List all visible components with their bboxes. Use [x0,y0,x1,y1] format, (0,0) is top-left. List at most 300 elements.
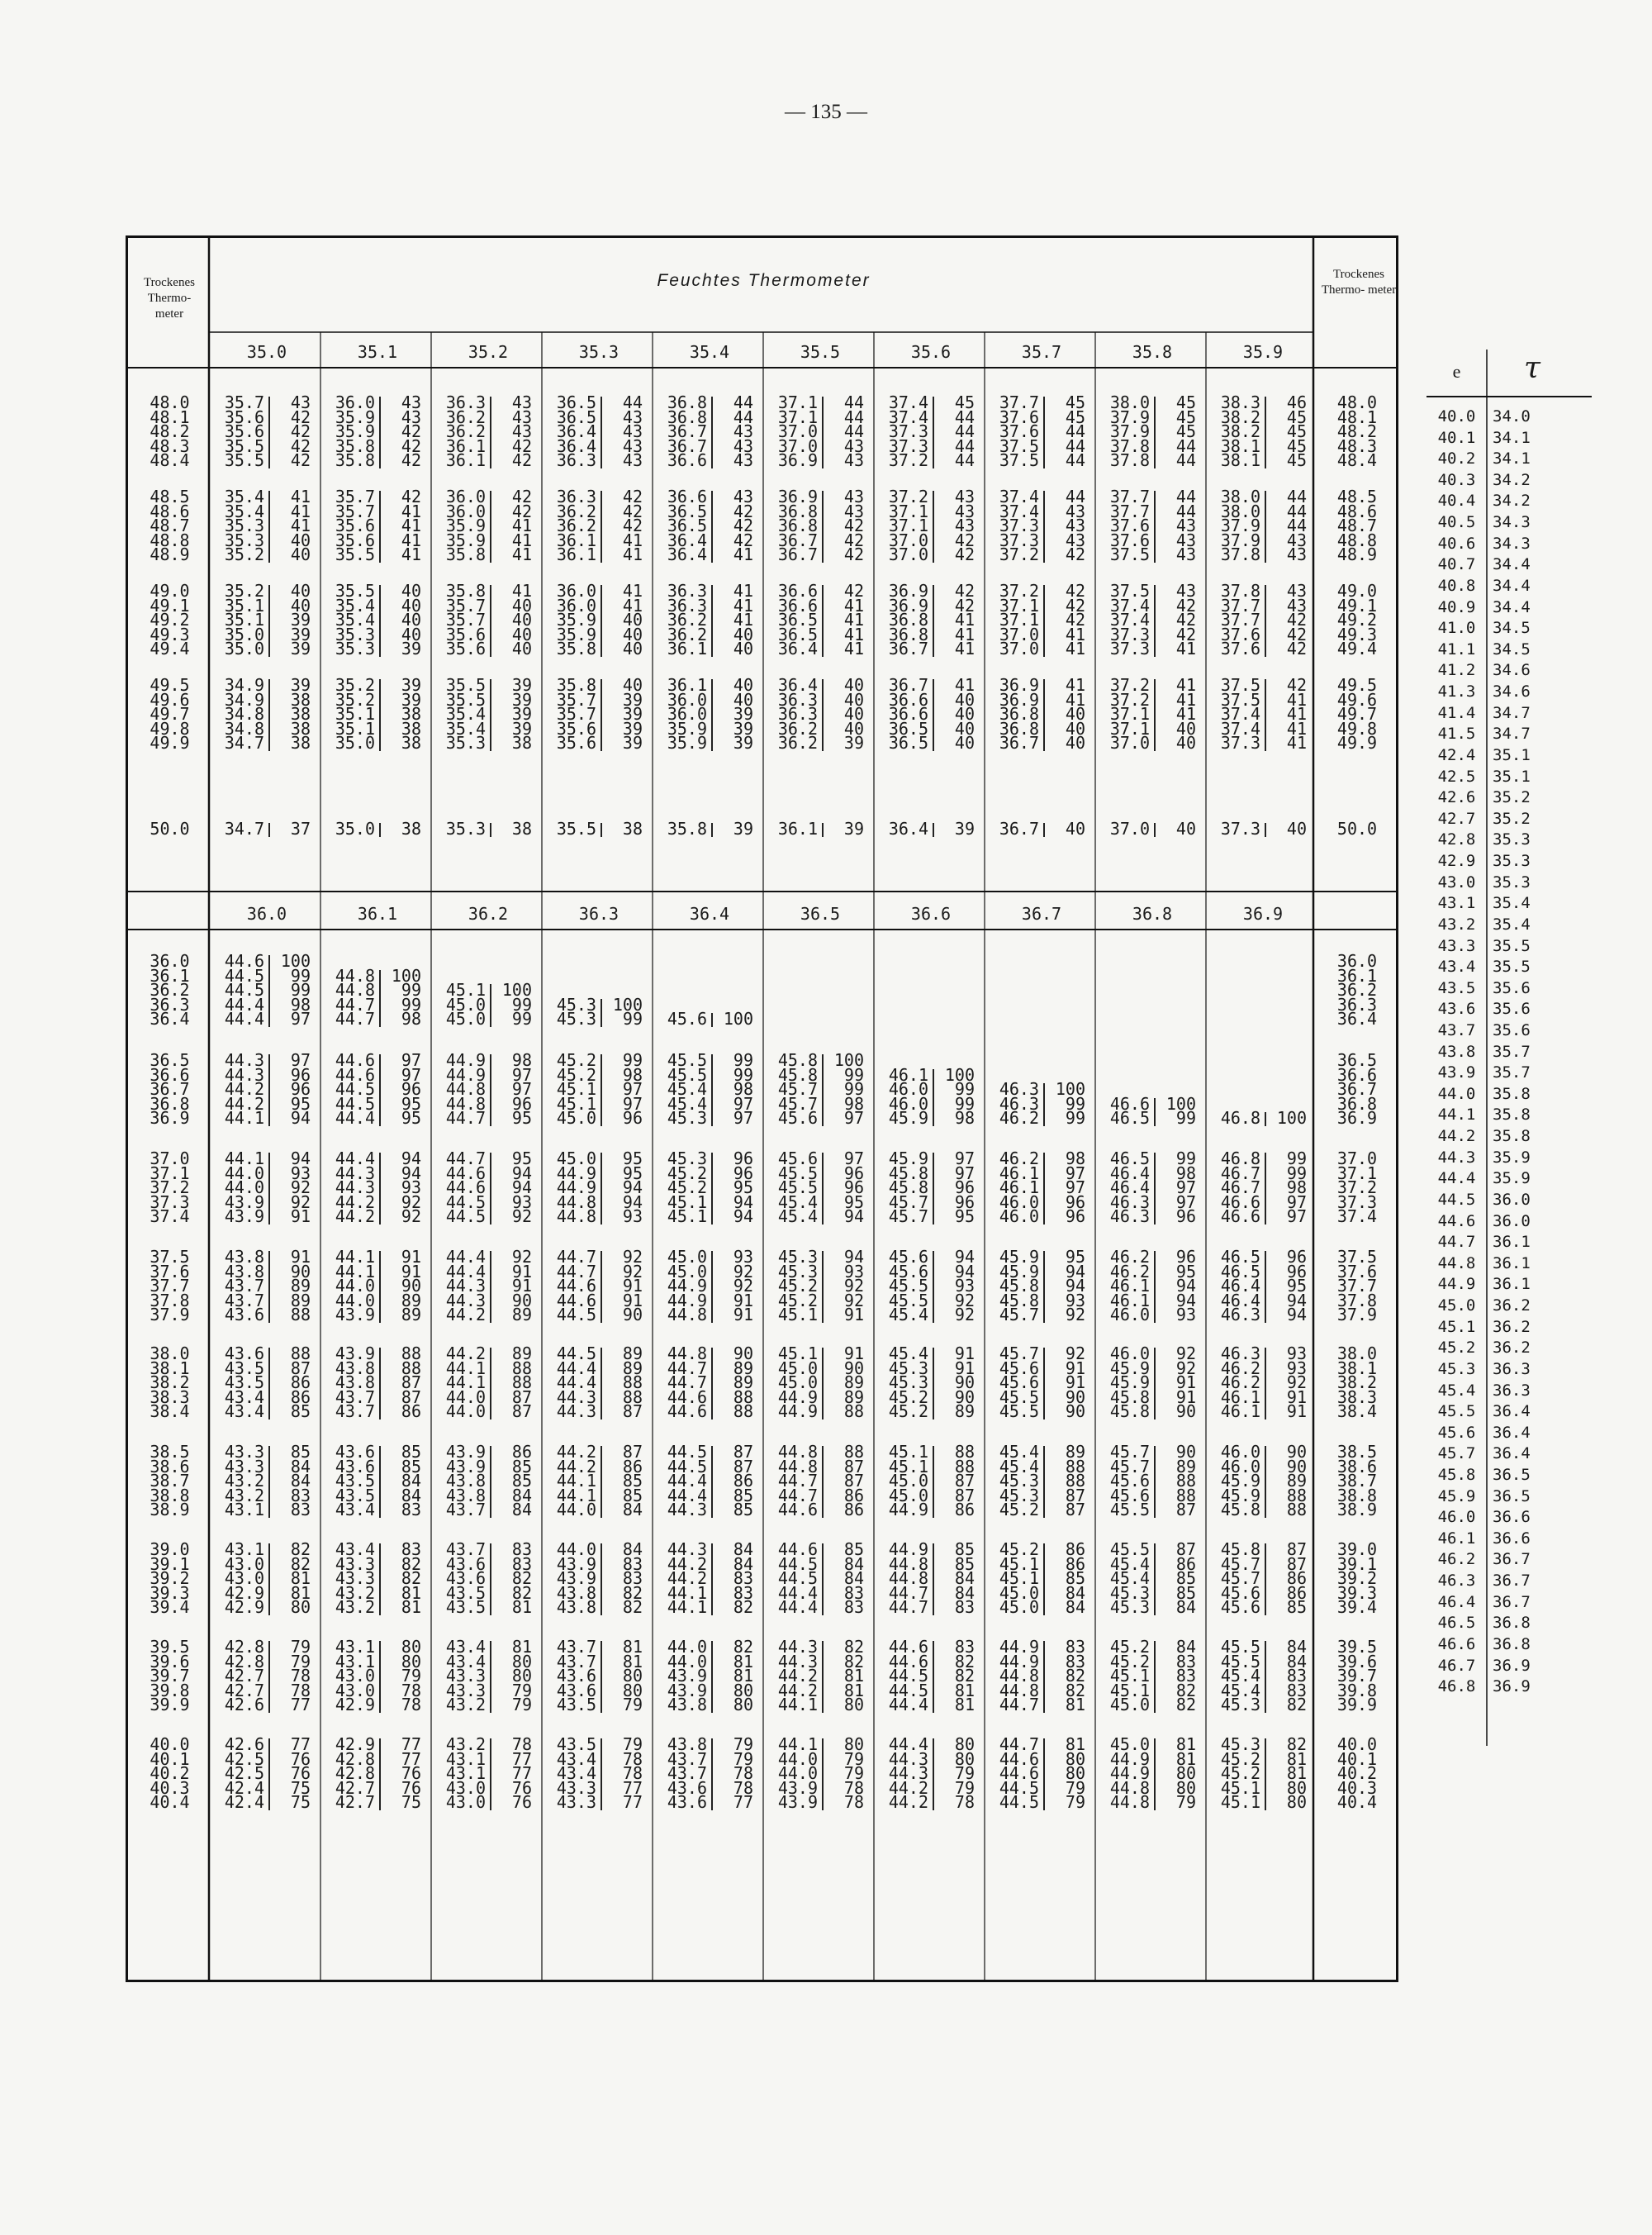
e-value: 46.0 [1437,1508,1476,1527]
cell-separator [1265,679,1266,751]
cell-separator [822,1153,824,1224]
e-value: 40.4 [1437,492,1476,511]
relative-humidity-value: 89 [843,1386,864,1407]
cell-separator [379,1543,381,1615]
relative-humidity-value: 79 [954,1763,975,1784]
relative-humidity-value: 41 [1175,675,1196,695]
relative-humidity-value: 81 [1065,1734,1085,1754]
tau-value: 34.4 [1493,555,1531,574]
relative-humidity-value: 42 [622,501,643,521]
relative-humidity-value: 78 [733,1777,753,1798]
dew-point-value: 35.4 [445,718,486,739]
dew-point-value: 45.7 [999,1305,1039,1325]
dew-point-value: 44.4 [335,1108,375,1129]
relative-humidity-value: 84 [511,1485,532,1505]
dew-point-value: 35.9 [667,733,707,754]
dew-point-value: 36.4 [667,530,707,550]
dew-point-value: 36.5 [667,516,707,536]
relative-humidity-value: 85 [622,1471,643,1491]
cell-separator [268,1446,270,1518]
e-value: 45.0 [1437,1296,1476,1315]
relative-humidity-value: 45 [1175,392,1196,412]
e-value: 45.8 [1437,1466,1476,1484]
dew-point-value: 35.3 [335,639,375,659]
cell-separator [711,1054,713,1126]
dew-point-value: 44.4 [667,1485,707,1505]
cell-separator [1043,491,1045,563]
dew-point-value: 36.5 [556,392,596,412]
dew-point-value: 43.8 [556,1582,596,1603]
dew-point-value: 36.8 [667,392,707,412]
dew-point-value: 44.5 [888,1666,928,1686]
dew-point-value: 44.0 [777,1763,818,1784]
relative-humidity-value: 97 [733,1093,753,1114]
relative-humidity-value: 97 [1065,1163,1085,1183]
relative-humidity-value: 42 [1175,610,1196,630]
relative-humidity-value: 89 [290,1290,311,1310]
dew-point-value: 44.8 [777,1456,818,1477]
relative-humidity-value: 79 [290,1651,311,1671]
dew-point-value: 36.1 [445,450,486,471]
relative-humidity-value: 87 [1065,1500,1085,1520]
cell-separator [822,1054,824,1126]
relative-humidity-value: 84 [622,1500,643,1520]
relative-humidity-value: 83 [290,1485,311,1505]
relative-humidity-value: 81 [1175,1748,1196,1769]
relative-humidity-value: 42 [1065,595,1085,616]
dry-bulb-value-left: 39.2 [150,1568,190,1589]
relative-humidity-value: 88 [1286,1485,1307,1505]
tau-value: 36.4 [1493,1444,1531,1463]
dew-point-value: 44.0 [445,1386,486,1407]
relative-humidity-value: 77 [290,1734,311,1754]
dew-point-value: 44.3 [556,1401,596,1422]
cell-separator [268,1054,270,1126]
dry-bulb-value-left: 39.7 [150,1666,190,1686]
dry-bulb-value-right: 48.6 [1336,501,1378,521]
e-value: 42.5 [1437,767,1476,786]
dew-point-value: 36.8 [888,624,928,644]
relative-humidity-value: 98 [1286,1177,1307,1198]
relative-humidity-value: 100 [833,1050,864,1070]
dew-point-value: 44.2 [556,1442,596,1462]
dew-point-value: 37.1 [1109,718,1150,739]
relative-humidity-value: 84 [954,1582,975,1603]
dew-point-value: 43.2 [445,1695,486,1715]
dew-point-value: 37.5 [1220,675,1260,695]
dew-point-value: 46.2 [999,1148,1039,1168]
dew-point-value: 36.0 [556,581,596,601]
dew-point-value: 36.7 [888,675,928,695]
dew-point-value: 37.1 [999,610,1039,630]
dew-point-value: 35.1 [335,718,375,739]
dew-point-value: 44.3 [445,1290,486,1310]
tau-value: 34.2 [1493,492,1531,511]
dry-bulb-value-right: 37.5 [1336,1247,1378,1267]
dew-point-value: 37.0 [1109,819,1150,839]
relative-humidity-value: 43 [622,421,643,442]
dew-point-value: 45.5 [1109,1500,1150,1520]
relative-humidity-value: 92 [622,1261,643,1282]
relative-humidity-value: 81 [511,1637,532,1657]
dew-point-value: 45.2 [556,1064,596,1085]
dew-point-value: 37.0 [888,530,928,550]
dew-point-value: 44.0 [445,1401,486,1422]
relative-humidity-value: 82 [1286,1734,1307,1754]
cell-separator [933,1446,934,1518]
relative-humidity-value: 87 [401,1386,421,1407]
dew-point-value: 37.6 [1109,516,1150,536]
relative-humidity-value: 95 [1286,1276,1307,1296]
relative-humidity-value: 92 [733,1261,753,1282]
relative-humidity-value: 84 [290,1456,311,1477]
dew-point-value: 36.8 [999,704,1039,725]
dew-point-value: 43.7 [445,1500,486,1520]
dew-point-value: 35.2 [224,544,264,565]
relative-humidity-value: 43 [733,421,753,442]
relative-humidity-value: 41 [1065,639,1085,659]
dew-point-value: 35.0 [224,624,264,644]
relative-humidity-value: 75 [290,1792,311,1813]
e-value: 45.2 [1437,1339,1476,1358]
relative-humidity-value: 92 [954,1305,975,1325]
relative-humidity-value: 88 [622,1386,643,1407]
dew-point-value: 35.0 [335,819,375,839]
dew-point-value: 46.3 [999,1093,1039,1114]
relative-humidity-value: 96 [290,1064,311,1085]
e-value: 45.6 [1437,1423,1476,1442]
cell-separator [1265,1446,1266,1518]
cell-separator [601,1641,602,1713]
relative-humidity-value: 85 [511,1471,532,1491]
relative-humidity-value: 89 [733,1358,753,1378]
dew-point-value: 43.4 [335,1500,375,1520]
relative-humidity-value: 87 [1175,1539,1196,1559]
tau-value: 36.0 [1493,1211,1531,1230]
relative-humidity-value: 91 [290,1206,311,1227]
relative-humidity-value: 100 [280,951,311,971]
cell-separator [822,1543,824,1615]
relative-humidity-value: 86 [1175,1553,1196,1574]
dry-bulb-value-right: 36.3 [1336,994,1378,1015]
dew-point-value: 35.3 [224,530,264,550]
dew-point-value: 44.3 [445,1276,486,1296]
dew-point-value: 45.0 [556,1108,596,1129]
relative-humidity-value: 93 [1286,1343,1307,1363]
relative-humidity-value: 87 [954,1485,975,1505]
relative-humidity-value: 87 [1175,1500,1196,1520]
dew-point-value: 35.9 [556,624,596,644]
dew-point-value: 36.6 [777,581,818,601]
relative-humidity-value: 99 [733,1050,753,1070]
dew-point-value: 36.2 [445,421,486,442]
relative-humidity-value: 40 [954,733,975,754]
relative-humidity-value: 97 [954,1163,975,1183]
e-value: 44.3 [1437,1148,1476,1167]
relative-humidity-value: 46 [1286,392,1307,412]
dew-point-value: 36.0 [556,595,596,616]
dew-point-value: 44.5 [667,1456,707,1477]
dew-point-value: 44.1 [777,1695,818,1715]
relative-humidity-value: 44 [622,392,643,412]
dew-point-value: 44.4 [224,994,264,1015]
relative-humidity-value: 45 [1175,421,1196,442]
dew-point-value: 43.5 [445,1597,486,1618]
dew-point-value: 45.3 [888,1358,928,1378]
relative-humidity-value: 88 [1065,1471,1085,1491]
cell-separator [268,1641,270,1713]
relative-humidity-value: 88 [843,1401,864,1422]
dew-point-value: 45.7 [888,1191,928,1212]
dew-point-value: 44.5 [556,1343,596,1363]
dry-bulb-value-left: 49.4 [150,639,190,659]
dew-point-value: 44.5 [445,1191,486,1212]
relative-humidity-value: 82 [1175,1695,1196,1715]
relative-humidity-value: 42 [511,450,532,471]
cell-separator [1043,823,1045,837]
tau-value: 35.9 [1493,1148,1531,1167]
relative-humidity-value: 40 [1065,718,1085,739]
relative-humidity-value: 99 [843,1064,864,1085]
relative-humidity-value: 98 [954,1108,975,1129]
relative-humidity-value: 86 [1065,1539,1085,1559]
dry-bulb-value-left: 37.1 [150,1163,190,1183]
relative-humidity-value: 99 [511,994,532,1015]
cell-separator [711,397,713,468]
relative-humidity-value: 43 [1286,595,1307,616]
dew-point-value: 43.8 [335,1372,375,1393]
dew-point-value: 45.6 [999,1372,1039,1393]
dew-point-value: 44.7 [445,1108,486,1129]
dew-point-value: 45.4 [1220,1680,1260,1700]
dew-point-value: 43.8 [445,1485,486,1505]
relative-humidity-value: 88 [843,1442,864,1462]
dew-point-value: 46.8 [1220,1108,1260,1129]
dew-point-value: 43.9 [777,1792,818,1813]
cell-separator [822,397,824,468]
relative-humidity-value: 45 [1286,407,1307,427]
relative-humidity-value: 42 [1175,595,1196,616]
dry-bulb-value-left: 38.2 [150,1372,190,1393]
dry-bulb-value-left: 40.4 [150,1792,190,1813]
dew-point-value: 44.2 [667,1553,707,1574]
dew-point-value: 35.4 [224,487,264,506]
relative-humidity-value: 95 [290,1093,311,1114]
relative-humidity-value: 100 [501,980,532,1001]
dew-point-value: 45.5 [888,1276,928,1296]
cell-separator [268,1348,270,1419]
wet-bulb-column-label: 36.0 [246,904,287,924]
dry-bulb-value-left: 36.7 [150,1079,190,1100]
relative-humidity-value: 95 [1175,1261,1196,1282]
relative-humidity-value: 93 [401,1177,421,1198]
relative-humidity-value: 43 [511,407,532,427]
tau-value: 36.9 [1493,1656,1531,1675]
dew-point-value: 43.4 [445,1637,486,1657]
relative-humidity-value: 41 [622,544,643,565]
cell-separator [490,1153,491,1224]
relative-humidity-value: 77 [511,1748,532,1769]
dew-point-value: 45.9 [1109,1372,1150,1393]
relative-humidity-value: 40 [1065,704,1085,725]
relative-humidity-value: 77 [622,1792,643,1813]
dew-point-value: 46.1 [888,1064,928,1085]
relative-humidity-value: 80 [1286,1792,1307,1813]
relative-humidity-value: 97 [1286,1191,1307,1212]
dew-point-value: 35.9 [556,610,596,630]
relative-humidity-value: 42 [954,581,975,601]
relative-humidity-value: 39 [843,733,864,754]
dew-point-value: 37.0 [1109,733,1150,754]
relative-humidity-value: 39 [290,610,311,630]
relative-humidity-value: 77 [401,1748,421,1769]
dew-point-value: 46.1 [1220,1401,1260,1422]
cell-separator [933,1153,934,1224]
dry-bulb-value-right: 36.5 [1336,1050,1378,1070]
cell-separator [601,1446,602,1518]
dew-point-value: 44.5 [224,980,264,1001]
relative-humidity-value: 80 [733,1680,753,1700]
relative-humidity-value: 41 [1065,689,1085,710]
relative-humidity-value: 90 [1175,1442,1196,1462]
dew-point-value: 43.6 [667,1792,707,1813]
dew-point-value: 45.2 [777,1276,818,1296]
cell-separator [1265,1348,1266,1419]
dew-point-value: 45.6 [1109,1485,1150,1505]
cell-separator [490,1348,491,1419]
relative-humidity-value: 42 [954,595,975,616]
dry-bulb-value-right: 36.7 [1336,1079,1378,1100]
psychrometric-table [126,235,1398,1982]
dry-bulb-value-left: 36.2 [150,980,190,1001]
dry-bulb-value-left: 39.1 [150,1553,190,1574]
dew-point-value: 46.0 [999,1191,1039,1212]
dew-point-value: 44.7 [999,1734,1039,1754]
dew-point-value: 37.1 [1109,704,1150,725]
relative-humidity-value: 40 [1286,819,1307,839]
e-value: 46.6 [1437,1634,1476,1653]
relative-humidity-value: 85 [401,1442,421,1462]
relative-humidity-value: 96 [622,1108,643,1129]
dew-point-value: 46.4 [1109,1177,1150,1198]
dew-point-value: 44.2 [445,1343,486,1363]
relative-humidity-value: 43 [843,435,864,456]
relative-humidity-value: 92 [733,1276,753,1296]
dew-point-value: 45.3 [999,1471,1039,1491]
dew-point-value: 44.3 [335,1163,375,1183]
relative-humidity-value: 43 [1286,530,1307,550]
dry-bulb-value-right: 37.4 [1336,1206,1378,1227]
relative-humidity-value: 80 [622,1680,643,1700]
relative-humidity-value: 91 [622,1290,643,1310]
tau-value: 35.6 [1493,1000,1531,1019]
relative-humidity-value: 39 [511,689,532,710]
cell-separator [933,491,934,563]
dew-point-value: 45.6 [667,1009,707,1030]
relative-humidity-value: 91 [843,1305,864,1325]
dew-point-value: 44.4 [777,1582,818,1603]
dew-point-value: 45.2 [556,1050,596,1070]
relative-humidity-value: 40 [1175,718,1196,739]
dew-point-value: 43.9 [224,1206,264,1227]
dew-point-value: 37.3 [1220,733,1260,754]
relative-humidity-value: 84 [1065,1582,1085,1603]
dry-bulb-value-right: 36.9 [1336,1108,1378,1129]
dew-point-value: 43.3 [224,1442,264,1462]
relative-humidity-value: 81 [511,1597,532,1618]
relative-humidity-value: 38 [401,704,421,725]
dew-point-value: 44.8 [777,1442,818,1462]
dew-point-value: 37.3 [1109,639,1150,659]
dew-point-value: 42.7 [224,1666,264,1686]
relative-humidity-value: 81 [401,1597,421,1618]
dew-point-value: 36.3 [667,595,707,616]
relative-humidity-value: 94 [622,1177,643,1198]
dew-point-value: 44.0 [777,1748,818,1769]
relative-humidity-value: 42 [1065,610,1085,630]
dry-bulb-value-left: 49.3 [150,624,190,644]
dew-point-value: 36.1 [777,819,818,839]
dew-point-value: 43.3 [556,1777,596,1798]
dew-point-value: 43.7 [667,1763,707,1784]
cell-separator [268,1543,270,1615]
dew-point-value: 36.0 [335,392,375,412]
dew-point-value: 44.7 [335,1009,375,1030]
relative-humidity-value: 84 [622,1539,643,1559]
relative-humidity-value: 85 [843,1539,864,1559]
dew-point-value: 44.8 [667,1305,707,1325]
relative-humidity-value: 78 [622,1763,643,1784]
dew-point-value: 36.2 [445,407,486,427]
dry-bulb-value-left: 48.1 [150,407,190,427]
dew-point-value: 43.7 [667,1748,707,1769]
dew-point-value: 43.9 [556,1553,596,1574]
relative-humidity-value: 98 [401,1009,421,1030]
dew-point-value: 44.2 [556,1456,596,1477]
cell-separator [379,970,381,1027]
dew-point-value: 35.7 [445,595,486,616]
dry-bulb-value-left: 39.6 [150,1651,190,1671]
dew-point-value: 44.4 [445,1247,486,1267]
relative-humidity-value: 84 [1175,1597,1196,1618]
dew-point-value: 44.9 [1109,1763,1150,1784]
relative-humidity-value: 83 [954,1597,975,1618]
relative-humidity-value: 78 [511,1734,532,1754]
relative-humidity-value: 88 [954,1442,975,1462]
tau-value: 36.4 [1493,1423,1531,1442]
cell-separator [490,1543,491,1615]
dry-bulb-value-left: 50.0 [150,819,190,839]
wet-bulb-column-label: 35.2 [468,342,509,362]
dew-point-value: 36.3 [556,487,596,506]
dew-point-value: 36.1 [667,675,707,695]
relative-humidity-value: 79 [954,1777,975,1798]
relative-humidity-value: 41 [401,544,421,565]
e-value: 44.1 [1437,1106,1476,1125]
relative-humidity-value: 86 [290,1372,311,1393]
cell-separator [822,585,824,657]
cell-separator [1154,585,1156,657]
dew-point-value: 46.0 [1109,1305,1150,1325]
relative-humidity-value: 96 [1175,1247,1196,1267]
dew-point-value: 35.7 [445,610,486,630]
relative-humidity-value: 90 [1065,1386,1085,1407]
dew-point-value: 44.4 [888,1734,928,1754]
dew-point-value: 43.7 [445,1539,486,1559]
dew-point-value: 37.7 [1109,501,1150,521]
e-value: 40.8 [1437,576,1476,595]
e-value: 44.0 [1437,1084,1476,1103]
